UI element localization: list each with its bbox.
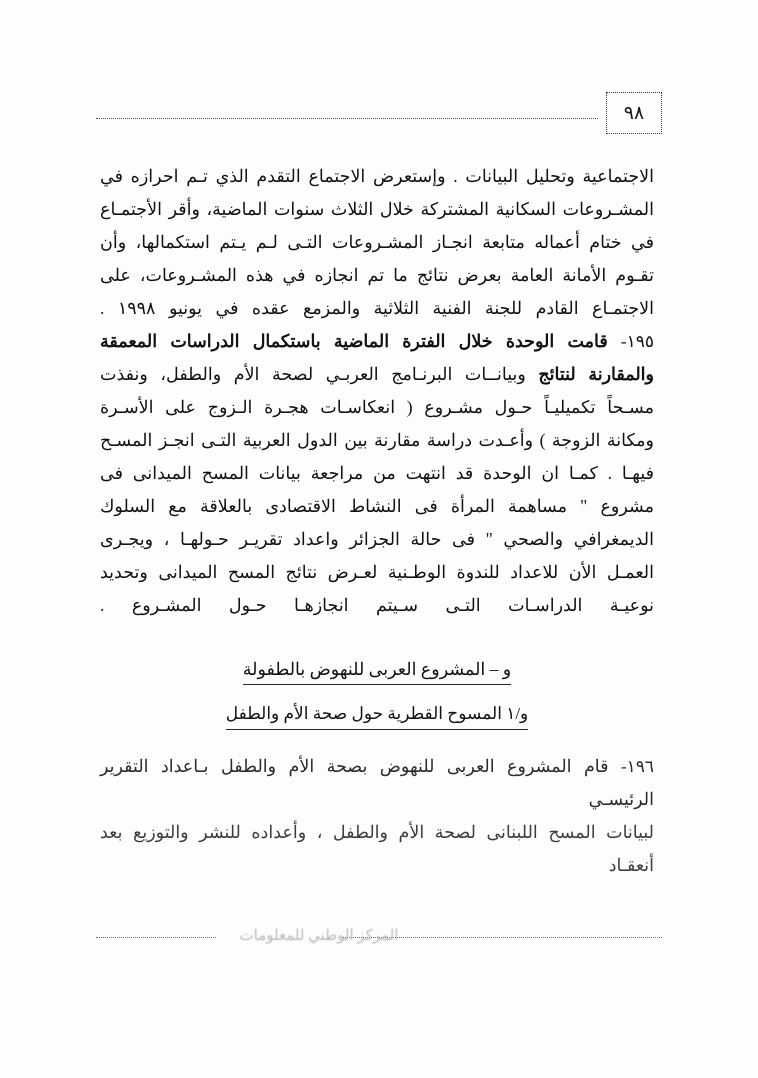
item-196-text-line1: قام المشروع العربى للنهوض بصحة الأم والطفل بـاعداد التقرير الرئيسـي: [100, 756, 654, 809]
header-divider: [96, 118, 598, 119]
paragraph-item-196-line2: لبيانات المسح اللبنانى لصحة الأم والطفل ، وأعداده للنشر والتوزيع بعد أنعقـاد: [100, 822, 654, 875]
footer-watermark: المركز الوطني للمعلومات: [239, 928, 399, 944]
item-195-bold-run: قامت الوحدة خلال الفترة الماضية باستكمال الدراسات المعمقة والمقارنة لنتائج: [100, 331, 654, 384]
item-number-196: ١٩٦-: [620, 757, 655, 776]
page-number: ٩٨: [606, 92, 662, 134]
section-heading-wrapper: [100, 656, 654, 685]
footer-divider-left: [96, 937, 216, 938]
page-header: [96, 92, 662, 134]
page-footer: [96, 930, 662, 946]
item-195-text: وبيانــات البرنـامج العربـي لصحة الأم والطفل، ونفذت مسـحاً تكميليـاً حـول مشـروع ( انعكاسـات هجـرة الـزوج على الأسـرة ومكانة الزوجة ) وأعـدت دراسة مقارنة بين الدول العربية التـى انجـز المسـح فيهـا . كمـا ان الوحدة قد انتهت من مراجعة بيانات المسح الميدانى فى مشروع " مساهمة المرأة فى النشاط الاقتصادى بالعلاقة مع السلوك الديمغرافي والصحي " فى حالة الجزائر واعداد تقريـر حـولهـا ، ويجـرى العمـل الأن للاعداد للندوة الوطـنية لعـرض نتائج المسح الميدانى وتحديد نوعيـة الدراسـات التـى سـيتم انجازهـا حـول المشـروع .: [100, 364, 654, 615]
section-subheading-wrapper: [100, 701, 654, 730]
item-number-195: ١٩٥-: [620, 332, 654, 351]
paragraph-item-195: [100, 325, 654, 622]
paragraph-item-196-line1: [100, 750, 654, 816]
section-heading-waw: و – المشروع العربى للنهوض بالطفولة: [243, 656, 511, 685]
page-content: [100, 160, 654, 882]
paragraph-continuation: الاجتماعية وتحليل البيانات . وإستعرض الاجتماع التقدم الذي تـم احرازه في المشـروعات السكانية المشتركة خلال الثلاث سنوات الماضية، وأقر الأجتمـاع في ختام أعماله متابعة انجـاز المشـروعات التـى لـم يـتم استكمالها، وأن تقـوم الأمانة العامة بعرض نتائج ما تم انجازه في هذه المشـروعات، على الاجتمـاع القادم للجنة الفنية الثلاثية والمزمع عقده في يونيو ١٩٩٨ .: [100, 166, 655, 318]
section-subheading-1: و/١ المسوح القطرية حول صحة الأم والطفل: [226, 701, 529, 730]
